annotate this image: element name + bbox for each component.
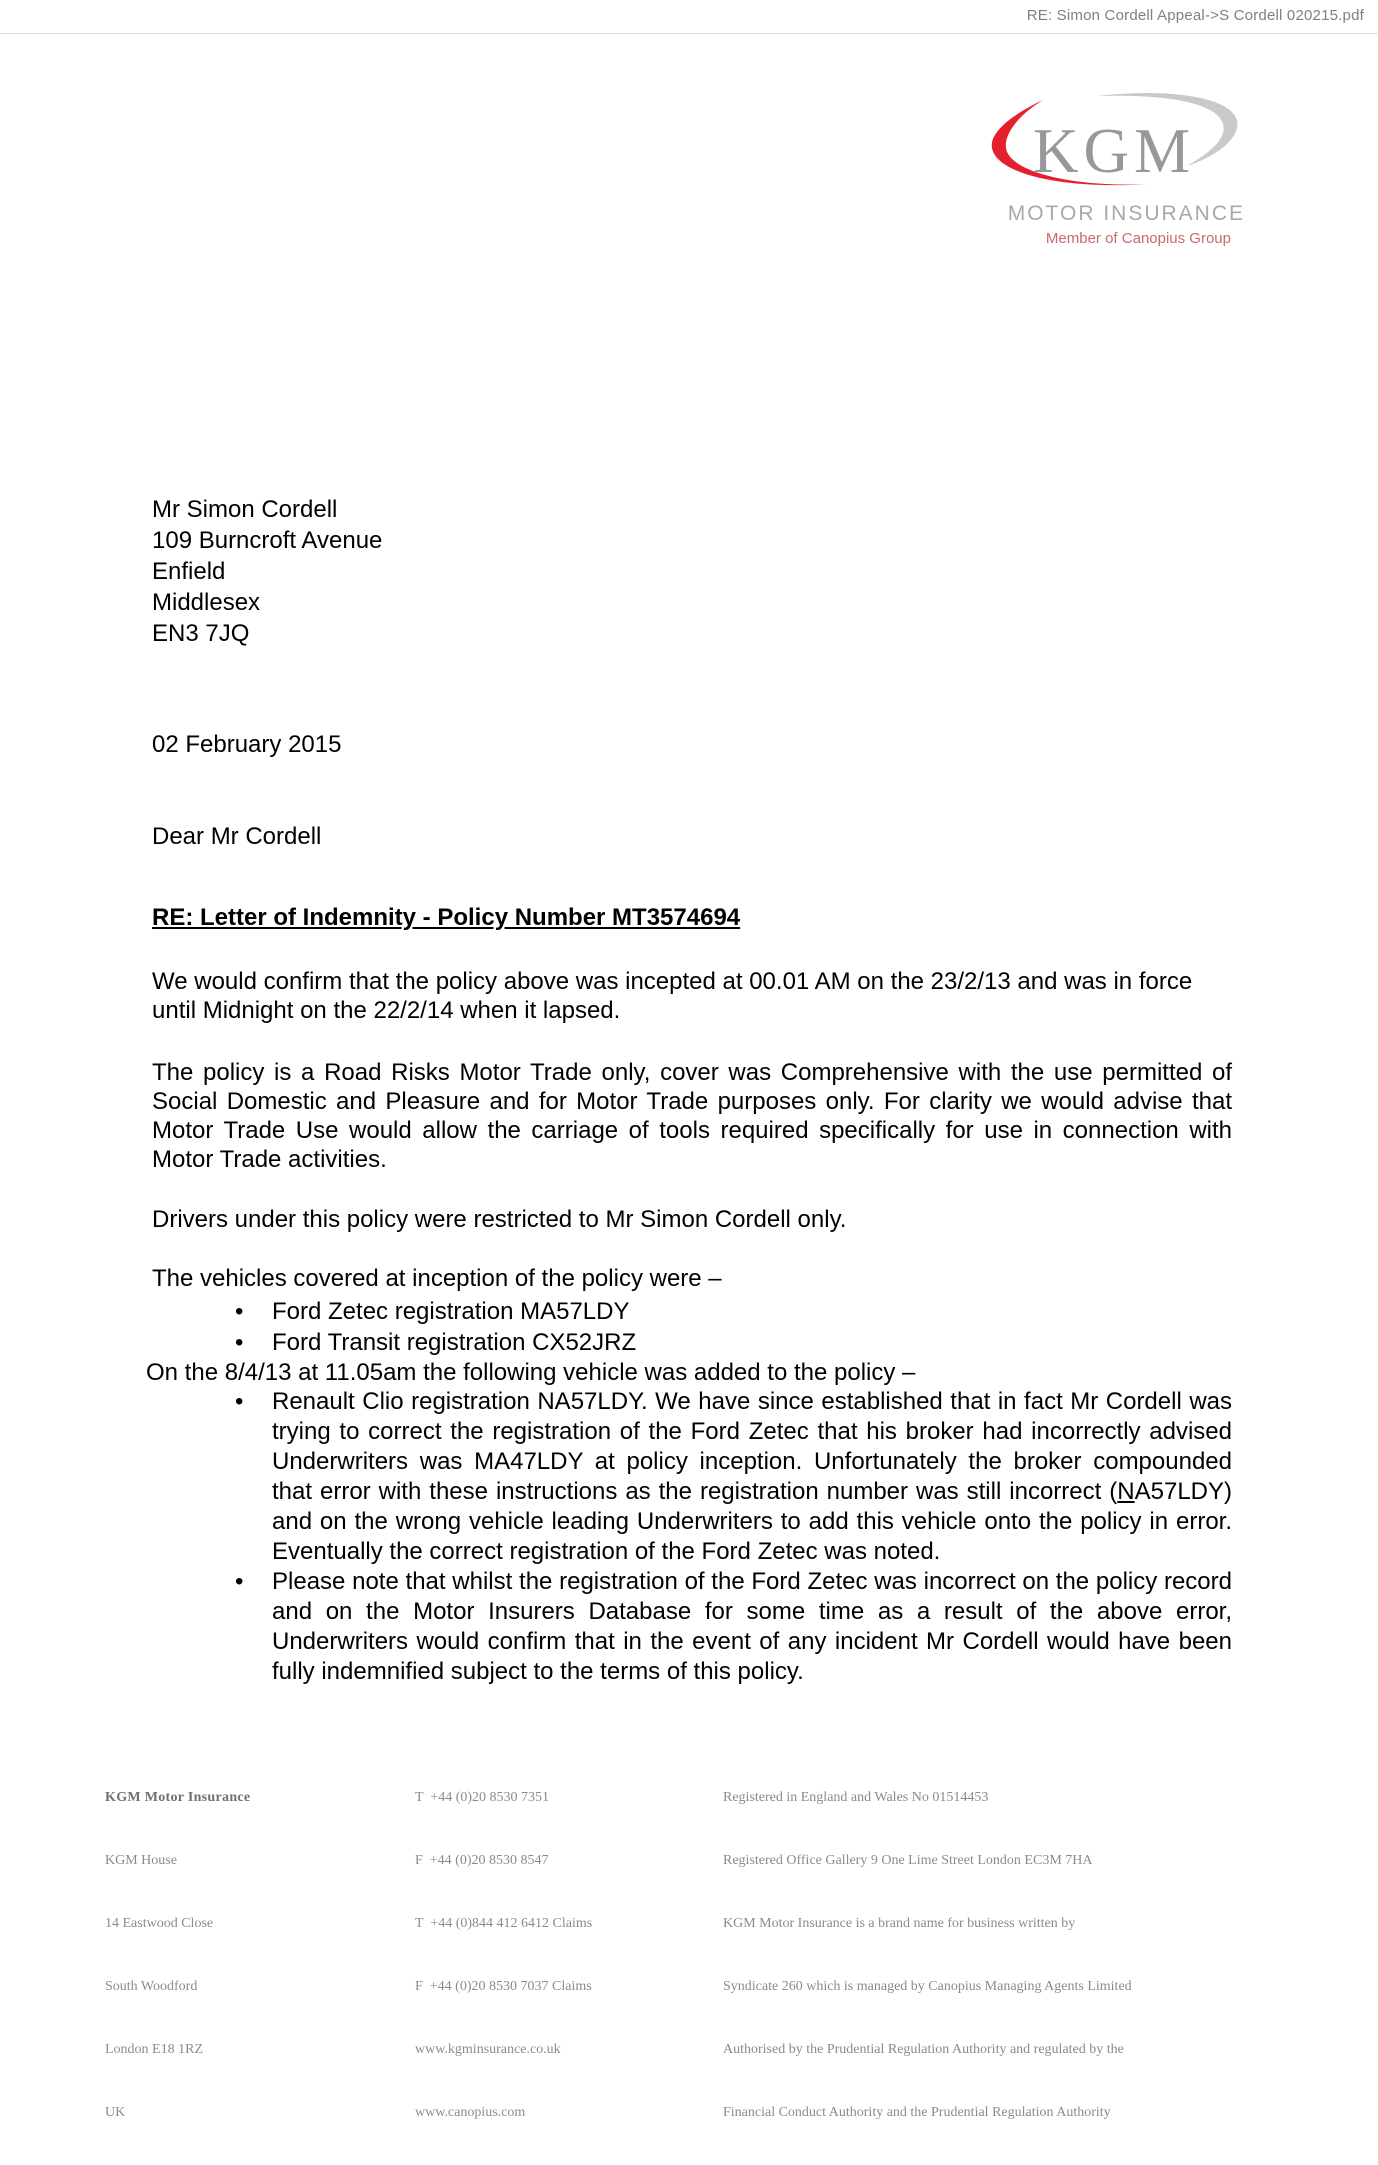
header-divider	[0, 33, 1378, 34]
subject-line: RE: Letter of Indemnity - Policy Number MT3574694	[152, 904, 741, 931]
footer-legal-column	[723, 1745, 1132, 2165]
footer-address-line: 14 Eastwood Close	[105, 1916, 214, 1931]
detail-list	[152, 1387, 1232, 1687]
footer-address-line: London E18 1RZ	[105, 2042, 203, 2057]
recipient-street: 109 Burncroft Avenue	[152, 527, 383, 554]
footer-claims-fax: F +44 (0)20 8530 7037 Claims	[415, 1979, 592, 1994]
paragraph-policy-cover: The policy is a Road Risks Motor Trade only, cover was Comprehensive with the use permitted of Social Domestic and Pleasure and for Motor Trade purposes only. For clarity we would advise that Motor Trade Use would allow the carriage of tools required specifically for use in connection with Motor Trade activities.	[152, 1059, 1232, 1173]
footer-phone: T +44 (0)20 8530 7351	[415, 1790, 550, 1805]
logo-brand-text: KGM	[1032, 116, 1196, 186]
detail-item-indemnity-note: • Please note that whilst the registration of the Ford Zetec was incorrect on the policy record and on the Motor Insurers Database for some time as a result of the above error, Underwriters would confirm that in the event of any incident Mr Cordell would have been fully indemnified subject to the terms of this policy.	[272, 1567, 1232, 1687]
footer-address-line: South Woodford	[105, 1979, 198, 1994]
footer-address-line: UK	[105, 2105, 126, 2120]
recipient-postcode: EN3 7JQ	[152, 620, 250, 647]
footer-address-line: KGM House	[105, 1853, 177, 1868]
logo-tagline: MOTOR INSURANCE	[1007, 202, 1245, 225]
recipient-name: Mr Simon Cordell	[152, 496, 338, 523]
paragraph-drivers: Drivers under this policy were restricted to Mr Simon Cordell only.	[152, 1206, 847, 1233]
footer-claims-phone: T +44 (0)844 412 6412 Claims	[415, 1916, 593, 1931]
footer-company-name: KGM Motor Insurance	[105, 1790, 251, 1805]
paragraph-vehicles-intro: The vehicles covered at inception of the policy were –	[152, 1265, 722, 1292]
footer-legal-line: Registered Office Gallery 9 One Lime Street London EC3M 7HA	[723, 1853, 1093, 1868]
footer-address-column	[105, 1745, 250, 2165]
recipient-town: Enfield	[152, 558, 226, 585]
footer-legal-line: KGM Motor Insurance is a brand name for business written by	[723, 1916, 1076, 1931]
recipient-address	[152, 494, 1232, 649]
footer-legal-line: Financial Conduct Authority and the Prudential Regulation Authority	[723, 2105, 1111, 2120]
logo-subtagline: Member of Canopius Group	[1045, 230, 1231, 247]
footer-fax: F +44 (0)20 8530 8547	[415, 1853, 549, 1868]
vehicle-item-ford-transit: • Ford Transit registration CX52JRZ	[272, 1327, 1232, 1358]
vehicle-item-ford-zetec: • Ford Zetec registration MA57LDY	[272, 1296, 1232, 1327]
salutation: Dear Mr Cordell	[152, 823, 322, 850]
recipient-county: Middlesex	[152, 589, 261, 616]
letter-date: 02 February 2015	[152, 731, 342, 758]
paragraph-vehicle-added: On the 8/4/13 at 11.05am the following vehicle was added to the policy –	[146, 1359, 916, 1386]
footer-legal-line: Syndicate 260 which is managed by Canopius Managing Agents Limited	[723, 1979, 1132, 1994]
footer-contact-column	[415, 1745, 592, 2165]
pdf-filename-header: RE: Simon Cordell Appeal->S Cordell 020215.pdf	[1026, 7, 1364, 24]
footer-website-kgm: www.kgminsurance.co.uk	[415, 2042, 561, 2057]
detail-item-renault-clio: • Renault Clio registration NA57LDY. We have since established that in fact Mr Cordell was trying to correct the registration of the Ford Zetec that his broker had incorrectly advised Underwriters was MA47LDY at policy inception. Unfortunately the broker compounded that error with these instructions as the registration number was still incorrect (NA57LDY) and on the wrong vehicle leading Underwriters to add this vehicle onto the policy in error. Eventually the correct registration of the Ford Zetec was noted.	[272, 1387, 1232, 1567]
kgm-logo	[985, 88, 1247, 247]
letter-body	[146, 494, 1232, 1687]
footer-legal-line: Registered in England and Wales No 01514453	[723, 1790, 989, 1805]
kgm-logo-mark	[985, 88, 1247, 200]
paragraph-policy-dates: We would confirm that the policy above was incepted at 00.01 AM on the 23/2/13 and was in force until Midnight on the 22/2/14 when it lapsed.	[152, 968, 1193, 1024]
footer-legal-line: Authorised by the Prudential Regulation Authority and regulated by the	[723, 2042, 1124, 2057]
vehicle-list	[152, 1296, 1232, 1358]
footer-website-canopius: www.canopius.com	[415, 2105, 526, 2120]
